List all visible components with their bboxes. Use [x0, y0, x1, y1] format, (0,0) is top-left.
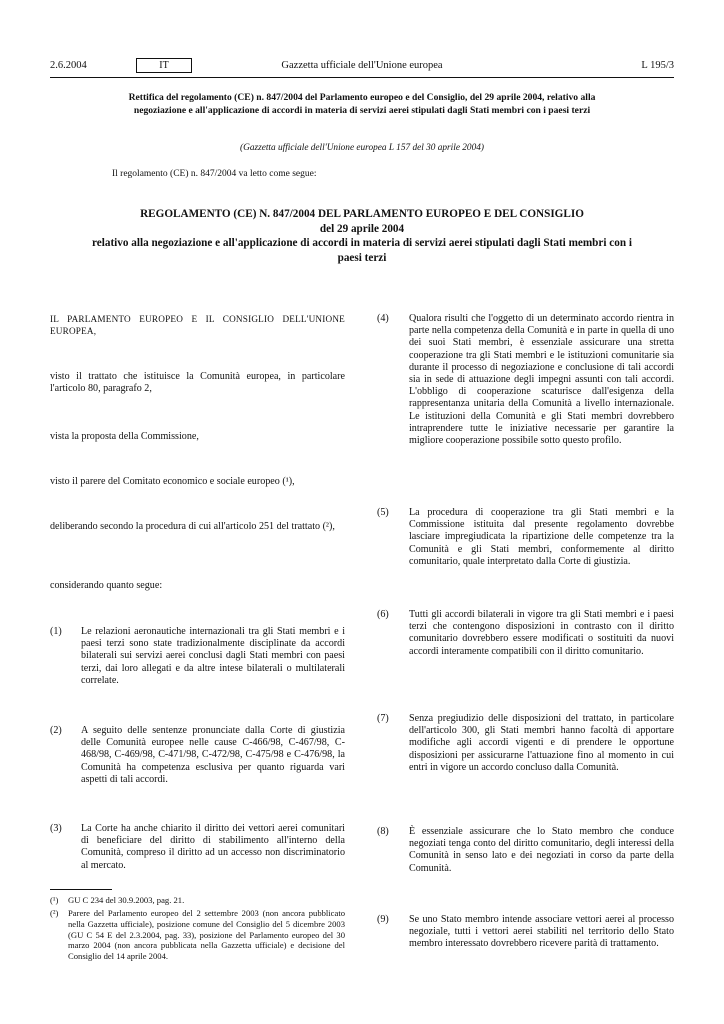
- recital-number: (1): [50, 626, 62, 637]
- rettifica-title: Rettifica del regolamento (CE) n. 847/2004 del Parlamento europeo e del Consiglio, del 29 aprile 2004, relativo alla negoziazione e all'applicazione di accordi in materia di servizi aerei stipulati dagli Stati membri con i paesi terzi: [128, 92, 596, 116]
- regulation-title-date: del 29 aprile 2004: [319, 222, 405, 235]
- recital-text: La procedura di cooperazione tra gli Stati membri e la Commissione istituita dal presente regolamento dovrebbe lasciare impregiudicata la ripartizione delle competenze tra la Comunità e gli Stati membri, conformemente al diritto comunitario, quale interpretato dalla Corte di giustizia.: [409, 507, 674, 567]
- citation-treaty: visto il trattato che istituisce la Comunità europea, in particolare l'articolo 80, paragrafo 2,: [50, 371, 345, 395]
- recital-number: (3): [50, 823, 62, 834]
- footnote-divider: [50, 889, 112, 890]
- recital-number: (2): [50, 725, 62, 736]
- recital-number: (8): [377, 826, 389, 837]
- header-divider: [50, 77, 674, 78]
- language-badge: IT: [136, 58, 192, 73]
- regulation-title-subject: relativo alla negoziazione e all'applicazione di accordi in materia di servizi aerei stipulati dagli Stati membri con i paesi terzi: [92, 237, 632, 264]
- footnote-number: (²): [50, 908, 59, 918]
- footnote-text: GU C 234 del 30.9.2003, pag. 21.: [68, 895, 185, 905]
- recital-text: La Corte ha anche chiarito il diritto dei vettori aerei comunitari di beneficiare del diritto di stabilimento all'interno della Comunità, compreso il diritto ad un accesso non discriminatorio al mercato.: [81, 823, 345, 871]
- rettifica-source: (Gazzetta ufficiale dell'Unione europea L 157 del 30 aprile 2004): [240, 143, 484, 153]
- authority-heading: IL PARLAMENTO EUROPEO E IL CONSIGLIO DELL'UNIONE EUROPEA,: [50, 314, 345, 337]
- recital-text: Se uno Stato membro intende associare vettori aerei al processo negoziale, tutti i vettori aerei stabiliti nel territorio dello Stato membro interessato dovrebbero ricevere parità di trattamento.: [409, 914, 674, 950]
- journal-title: Gazzetta ufficiale dell'Unione europea: [281, 60, 443, 71]
- recital-number: (9): [377, 914, 389, 925]
- recital-text: È essenziale assicurare che lo Stato membro che conduce negoziati tenga conto del diritto comunitario, degli interessi della Comunità in senso lato e dei negoziati in corso da parte della Comunità.: [409, 826, 674, 874]
- recital-text: Tutti gli accordi bilaterali in vigore tra gli Stati membri e i paesi terzi che contengono disposizioni in contrasto con il diritto comunitario dovrebbero essere modificati o sostituiti da nuovi accordi interamente compatibili con il diritto comunitario.: [409, 609, 674, 657]
- footnote-number: (¹): [50, 895, 59, 905]
- recital-number: (6): [377, 609, 389, 620]
- citation-procedure: deliberando secondo la procedura di cui all'articolo 251 del trattato (²),: [50, 521, 335, 532]
- publication-date: 2.6.2004: [50, 60, 87, 71]
- recital-number: (5): [377, 507, 389, 518]
- recital-text: Qualora risulti che l'oggetto di un determinato accordo rientra in parte nella competenza della Comunità e in parte in quella di uno dei suoi Stati membri, è essenziale assicurare una stretta cooperazione tra gli Stati membri e le istituzioni comunitarie sia durante il processo di negoziazione e conclusione di tali accordi sia in sede di attuazione degli impegni assunti con tali accordi. L'obbligo di cooperazione scaturisce dall'esigenza della rappresentanza unitaria della Comunità a livello internazionale. Le istituzioni della Comunità e gli Stati membri dovrebbero intraprendere tutte le iniziative necessarie per garantire la migliore cooperazione possibile sotto questo profilo.: [409, 313, 674, 447]
- recital-text: Senza pregiudizio delle disposizioni del trattato, in particolare dell'articolo 300, gli Stati membri hanno facoltà di apportare modifiche agli accordi vigenti e di prendere le opportune disposizioni per assicurarne l'attuazione fino al momento in cui entri in vigore un accordo concluso dalla Comunità.: [409, 713, 674, 773]
- recital-text: Le relazioni aeronautiche internazionali tra gli Stati membri e i paesi terzi sono state tradizionalmente disciplinate da accordi bilaterali sui servizi aerei conclusi dagli Stati membri con paesi terzi, dai loro allegati e da altre intese bilaterali o multilaterali correlate.: [81, 626, 345, 686]
- rettifica-intro: Il regolamento (CE) n. 847/2004 va letto come segue:: [112, 169, 317, 179]
- footnote-text: Parere del Parlamento europeo del 2 settembre 2003 (non ancora pubblicato nella Gazzetta ufficiale), posizione comune del Consiglio del 5 dicembre 2003 (GU C 54 E del 2.3.2004, pag. 33), posizione del Parlamento europeo del 30 marzo 2004 (non ancora pubblicata nella Gazzetta ufficiale) e decisione del Consiglio del 14 aprile 2004.: [68, 908, 345, 962]
- regulation-title-line1: REGOLAMENTO (CE) N. 847/2004 DEL PARLAMENTO EUROPEO E DEL CONSIGLIO: [140, 208, 584, 220]
- page-header: [50, 60, 674, 76]
- recital-number: (4): [377, 313, 389, 324]
- citation-proposal: vista la proposta della Commissione,: [50, 431, 199, 442]
- recital-text: A seguito delle sentenze pronunciate dalla Corte di giustizia delle Comunità europee nelle cause C-466/98, C-467/98, C-468/98, C-469/98, C-471/98, C-472/98, C-475/98 e C-476/98, la Comunità ha competenza esclusiva per quanto riguarda vari aspetti di tali accordi.: [81, 725, 345, 785]
- regulation-title: [50, 207, 674, 265]
- whereas-heading: considerando quanto segue:: [50, 580, 163, 591]
- citation-opinion: visto il parere del Comitato economico e sociale europeo (¹),: [50, 476, 295, 487]
- recital-number: (7): [377, 713, 389, 724]
- page-number: L 195/3: [641, 60, 674, 71]
